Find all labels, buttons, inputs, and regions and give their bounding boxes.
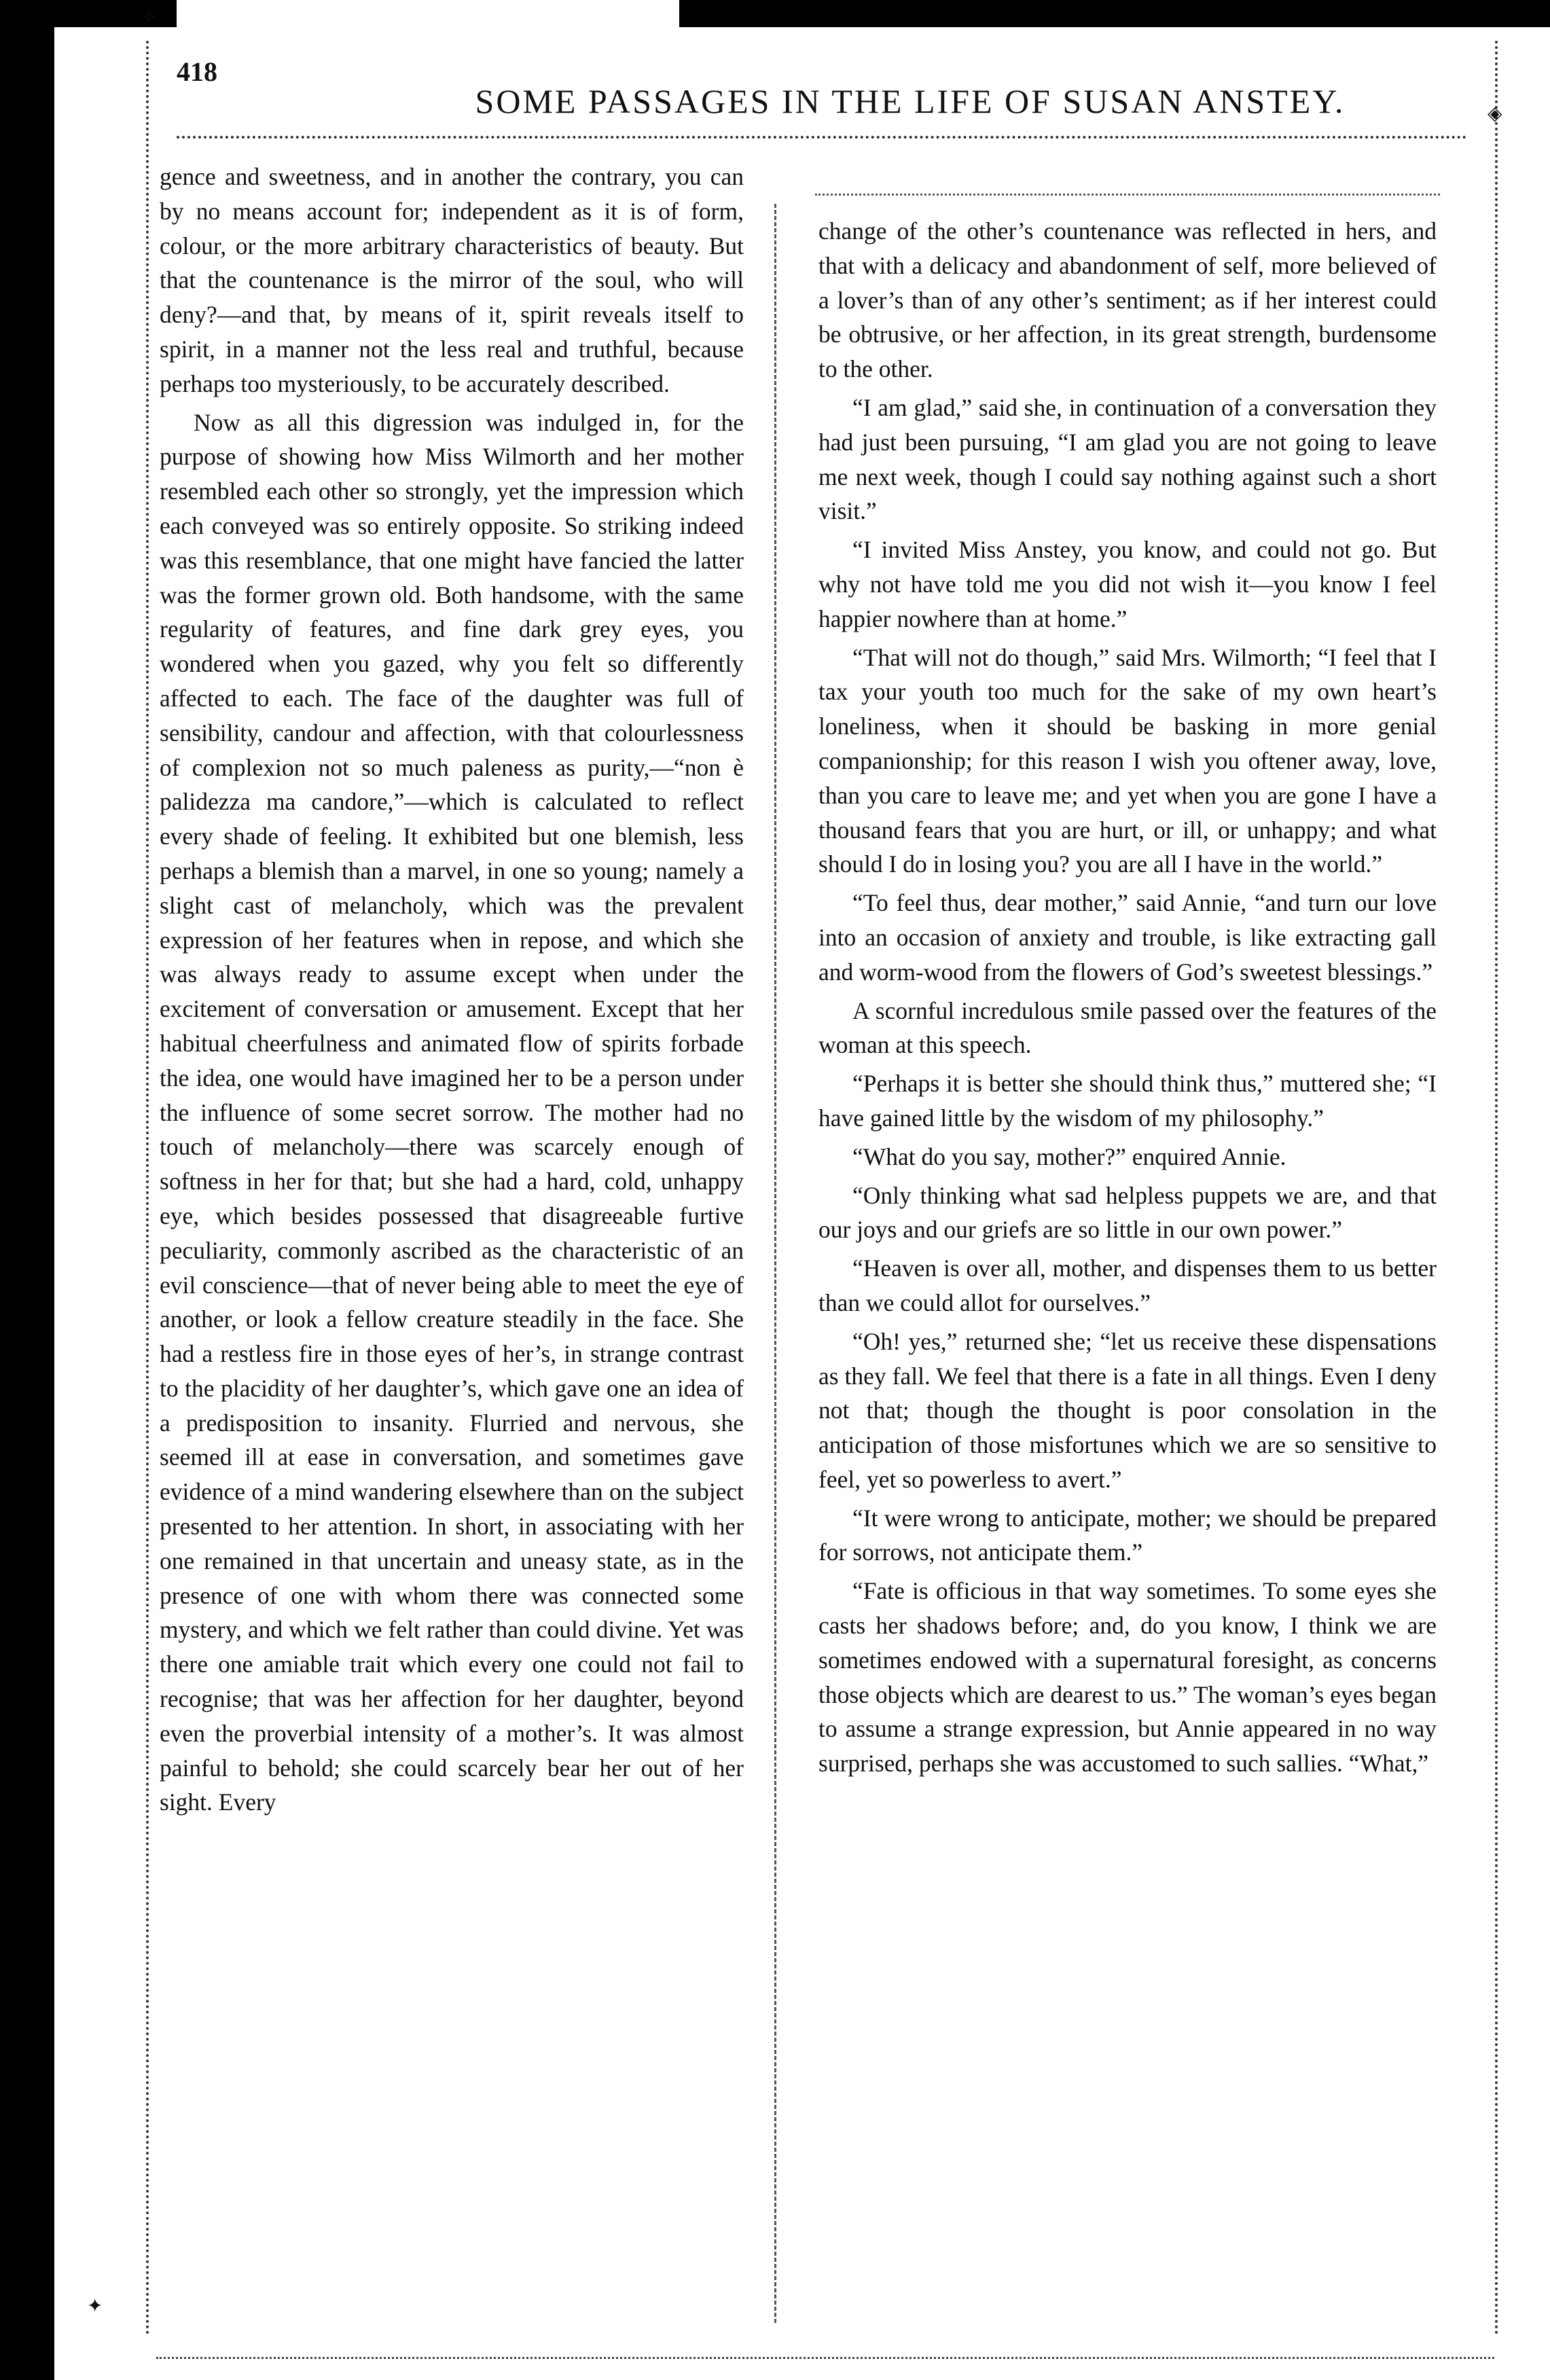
paragraph: A scornful incredulous smile passed over the features of the woman at this speech. bbox=[818, 996, 1437, 1059]
paragraph: “Fate is officious in that way sometimes. To some eyes she casts her shadows before; and, do you know, I think we are sometimes endowed with a supernatural foresight, as concerns those objects which are dearest to us.” The woman’s eyes began to assume a strange expression, but Annie appeared in no way surprised, perhaps she was accustomed to such sallies. “What,” bbox=[818, 1577, 1437, 1778]
corner-ornament-top-right: ◈ bbox=[1488, 103, 1502, 124]
paragraph: “Heaven is over all, mother, and dispenses them to us better than we could allot for ourselves.” bbox=[818, 1255, 1437, 1316]
paragraph: “It were wrong to anticipate, mother; we should be prepared for sorrows, not anticipate them.” bbox=[818, 1504, 1437, 1566]
page-number: 418 bbox=[177, 56, 217, 87]
right-column-rule bbox=[815, 194, 1440, 196]
paragraph: “To feel thus, dear mother,” said Annie, “and turn our love into an occasion of anxiety and trouble, is like extracting gall and worm-wood from the flowers of God’s sweetest blessings.” bbox=[818, 889, 1437, 986]
paragraph: gence and sweetness, and in another the contrary, you can by no means account for; independent as it is of form, colour, or the more arbitrary characteristics of beauty. But that the countenance is the mirror of the soul, who will deny?—and that, by means of it, spirit reveals itself to spirit, in a manner not the less real and truthful, because perhaps too mysteriously, to be accurately described. bbox=[160, 163, 744, 397]
scan-top-edge bbox=[679, 0, 1550, 27]
bottom-rule bbox=[156, 2357, 1494, 2359]
paragraph: “I invited Miss Anstey, you know, and could not go. But why not have told me you did not wish it—you know I feel happier nowhere than at home.” bbox=[818, 536, 1437, 632]
paragraph: “Oh! yes,” returned she; “let us receive these dispensations as they fall. We feel that there is a fate in all things. Even I deny not that; though the thought is poor consolation in the anticipation of those misfortunes which we are so sensitive to feel, yet so powerless to avert.” bbox=[818, 1327, 1437, 1493]
paragraph: Now as all this digression was indulged in, for the purpose of showing how Miss Wilmorth and her mother resembled each other so strongly, yet the impression which each conveyed was so entirely opposite. So striking indeed was this resemblance, that one might have fancied the latter was the former grown old. Both handsome, with the same regularity of features, and fine dark grey eyes, you wondered when you gazed, why you felt so differently affected to each. The face of the daughter was full of sensibility, candour and affection, with that colourlessness of complexion not so much paleness as purity,—“non è palidezza ma candore,”—which is calculated to reflect every shade of feeling. It exhibited but one blemish, less perhaps a blemish than a marvel, in one so young; namely a slight cast of melancholy, which was the prevalent expression of her features when in repose, and which she was always ready to assume except when under the excitement of conversation or amusement. Except that her habitual cheerfulness and animated flow of spirits forbade the idea, one would have imagined her to be a person under the influence of some secret sorrow. The mother had no touch of melancholy—there was scarcely enough of softness in her for that; but she had a hard, cold, unhappy eye, which besides possessed that disagreeable furtive peculiarity, commonly ascribed as the characteristic of an evil conscience—that of never being able to meet the eye of another, or look a fellow creature steadily in the face. She had a restless fire in those eyes of her’s, in strange contrast to the placidity of her daughter’s, which gave one an idea of a predisposition to insanity. Flurried and nervous, she seemed ill at ease in conversation, and sometimes gave evidence of a mind wandering elsewhere than on the subject presented to her attention. In short, in associating with her one remained in that uncertain and uneasy state, as in the presence of one with whom there was connected some mystery, and which we felt rather than could divine. Yet was there one amiable trait which every one could not fail to recognise; that was her affection for her daughter, beyond even the proverbial intensity of a mother’s. It was almost painful to behold; she could scarcely bear her out of her sight. Every bbox=[160, 408, 744, 1816]
book-binding-edge bbox=[0, 0, 54, 2380]
paragraph: “I am glad,” said she, in continuation of a conversation they had just been pursuing, “I am glad you are not going to leave me next week, though I could say nothing against such a short visit.” bbox=[818, 393, 1437, 525]
running-title: SOME PASSAGES IN THE LIFE OF SUSAN ANSTEY. bbox=[475, 82, 1346, 120]
paragraph: “What do you say, mother?” enquired Annie. bbox=[852, 1142, 1286, 1170]
corner-ornament-top-left: ✧ bbox=[141, 7, 158, 28]
right-column bbox=[818, 214, 1437, 1781]
paragraph: “Perhaps it is better she should think thus,” muttered she; “I have gained little by the wisdom of my philosophy.” bbox=[818, 1070, 1437, 1132]
paragraph: “Only thinking what sad helpless puppets we are, and that our joys and our griefs are so little in our own power.” bbox=[818, 1181, 1437, 1244]
paragraph: change of the other’s countenance was reflected in hers, and that with a delicacy and abandonment of self, more believed of a lover’s than of any other’s sentiment; as if her interest could be obtrusive, or her affection, in its great strength, burdensome to the other. bbox=[818, 217, 1437, 383]
page-header bbox=[163, 41, 1494, 177]
left-column bbox=[160, 160, 744, 1820]
header-rule bbox=[177, 136, 1467, 143]
corner-ornament-bottom-left: ✦ bbox=[87, 2296, 103, 2317]
column-divider bbox=[774, 204, 776, 2323]
paragraph: “That will not do though,” said Mrs. Wilmorth; “I feel that I tax your youth too much for the sake of my own heart’s loneliness, when it should be basking in more genial companionship; for this reason I wish you oftener away, love, than you care to leave me; and yet when you are gone I have a thousand fears that you are hurt, or ill, or unhappy; and what should I do in losing you? you are all I have in the world.” bbox=[818, 643, 1437, 878]
